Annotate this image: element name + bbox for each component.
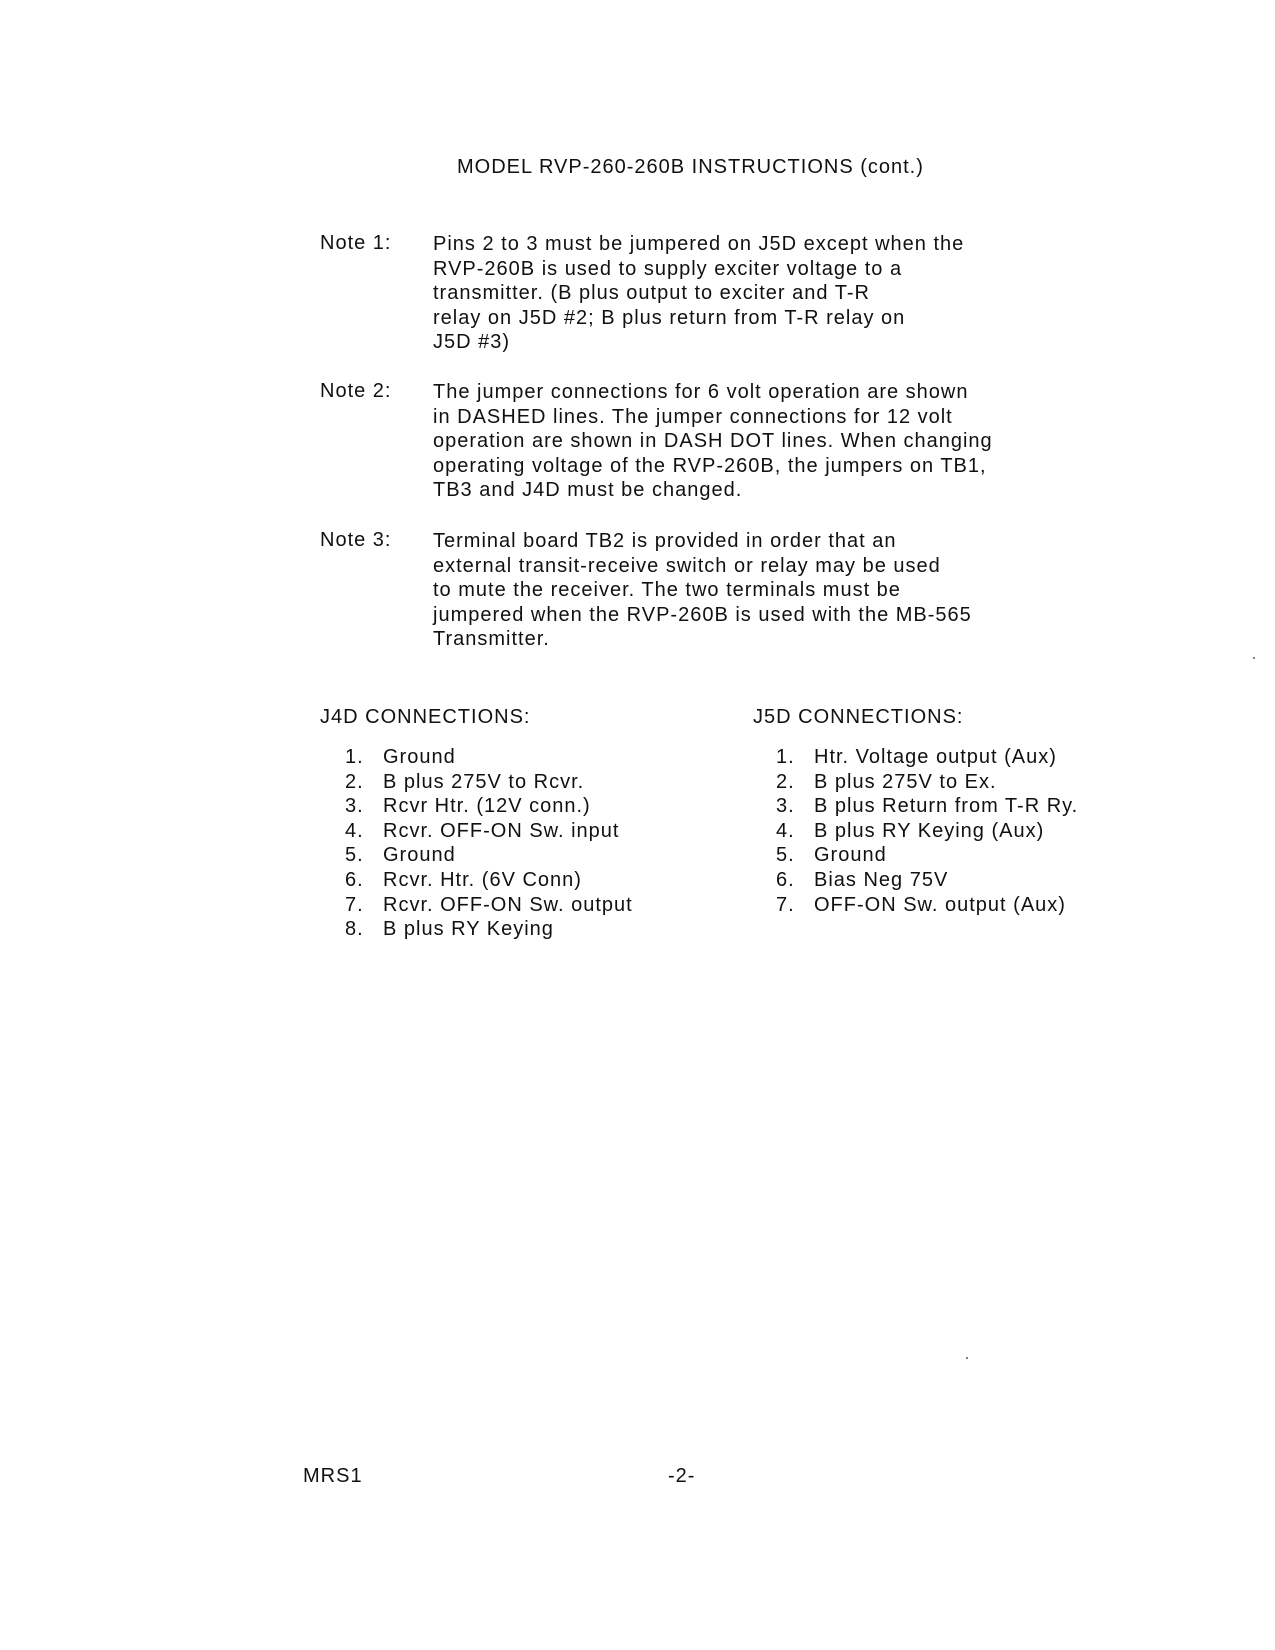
note-line: Pins 2 to 3 must be jumpered on J5D except when the	[433, 233, 965, 255]
scan-speck	[966, 1357, 968, 1359]
list-item	[776, 843, 1078, 868]
item-number: 4.	[345, 819, 364, 842]
scan-speck	[1253, 657, 1255, 659]
list-item	[345, 794, 633, 819]
item-number: 6.	[776, 868, 795, 891]
note-line: external transit-receive switch or relay may be used	[433, 554, 941, 577]
page-title: MODEL RVP-260-260B INSTRUCTIONS (cont.)	[457, 156, 924, 178]
note-line: operation are shown in DASH DOT lines. When changing	[433, 430, 993, 452]
note-label: Note 3:	[320, 529, 392, 551]
item-number: 3.	[776, 795, 795, 818]
item-number: 7.	[345, 893, 364, 916]
note-line: J5D #3)	[433, 331, 511, 353]
list-item	[776, 893, 1078, 918]
item-text: Bias Neg 75V	[814, 868, 949, 891]
note-label: Note 1:	[320, 232, 392, 254]
item-number: 1.	[776, 746, 795, 768]
item-number: 5.	[345, 844, 364, 867]
item-number: 2.	[776, 770, 795, 793]
item-number: 5.	[776, 844, 795, 867]
note-body	[433, 529, 1113, 652]
list-item	[345, 868, 633, 893]
item-text: B plus 275V to Ex.	[814, 770, 997, 793]
list-item	[345, 917, 633, 942]
note-line: TB3 and J4D must be changed.	[433, 479, 743, 501]
list-item	[776, 794, 1078, 819]
item-text: Ground	[383, 844, 456, 867]
note-label: Note 2:	[320, 380, 392, 402]
list-item	[345, 745, 633, 770]
list-item	[345, 893, 633, 918]
note-line: Transmitter.	[433, 628, 550, 650]
note-line: Terminal board TB2 is provided in order that an	[433, 530, 897, 552]
item-text: Ground	[814, 844, 887, 867]
j4d-heading: J4D CONNECTIONS:	[320, 706, 531, 728]
note-line: transmitter. (B plus output to exciter and T-R	[433, 282, 870, 304]
item-number: 8.	[345, 918, 364, 941]
j5d-heading: J5D CONNECTIONS:	[753, 706, 964, 728]
list-item	[776, 819, 1078, 844]
item-text: B plus Return from T-R Ry.	[814, 795, 1079, 818]
note-line: to mute the receiver. The two terminals must be	[433, 579, 901, 601]
note-line: operating voltage of the RVP-260B, the jumpers on TB1,	[433, 454, 987, 477]
item-text: B plus RY Keying	[383, 918, 554, 941]
item-number: 4.	[776, 819, 795, 842]
item-text: B plus RY Keying (Aux)	[814, 819, 1045, 842]
item-number: 2.	[345, 770, 364, 793]
note-body	[433, 232, 1113, 355]
note-line: in DASHED lines. The jumper connections for 12 volt	[433, 405, 953, 428]
list-item	[345, 770, 633, 795]
item-text: Ground	[383, 746, 456, 768]
footer-document-code: MRS1	[303, 1465, 363, 1487]
item-text: B plus 275V to Rcvr.	[383, 770, 585, 793]
item-text: Rcvr. OFF-ON Sw. input	[383, 819, 620, 842]
note-line: RVP-260B is used to supply exciter voltage to a	[433, 257, 903, 280]
item-number: 1.	[345, 746, 364, 768]
list-item	[776, 770, 1078, 795]
item-number: 6.	[345, 868, 364, 891]
list-item	[345, 843, 633, 868]
j4d-connections-list	[345, 745, 633, 942]
j5d-connections-list	[776, 745, 1078, 917]
item-text: Htr. Voltage output (Aux)	[814, 746, 1057, 768]
list-item	[345, 819, 633, 844]
note-line: The jumper connections for 6 volt operation are shown	[433, 381, 969, 403]
item-text: OFF-ON Sw. output (Aux)	[814, 893, 1066, 916]
list-item	[776, 745, 1078, 770]
note-line: jumpered when the RVP-260B is used with the MB-565	[433, 603, 972, 626]
page-number: -2-	[668, 1465, 696, 1487]
item-text: Rcvr. Htr. (6V Conn)	[383, 868, 582, 891]
item-text: Rcvr. OFF-ON Sw. output	[383, 893, 633, 916]
note-line: relay on J5D #2; B plus return from T-R relay on	[433, 306, 906, 329]
item-number: 3.	[345, 795, 364, 818]
item-text: Rcvr Htr. (12V conn.)	[383, 795, 591, 818]
item-number: 7.	[776, 893, 795, 916]
list-item	[776, 868, 1078, 893]
note-body	[433, 380, 1113, 503]
